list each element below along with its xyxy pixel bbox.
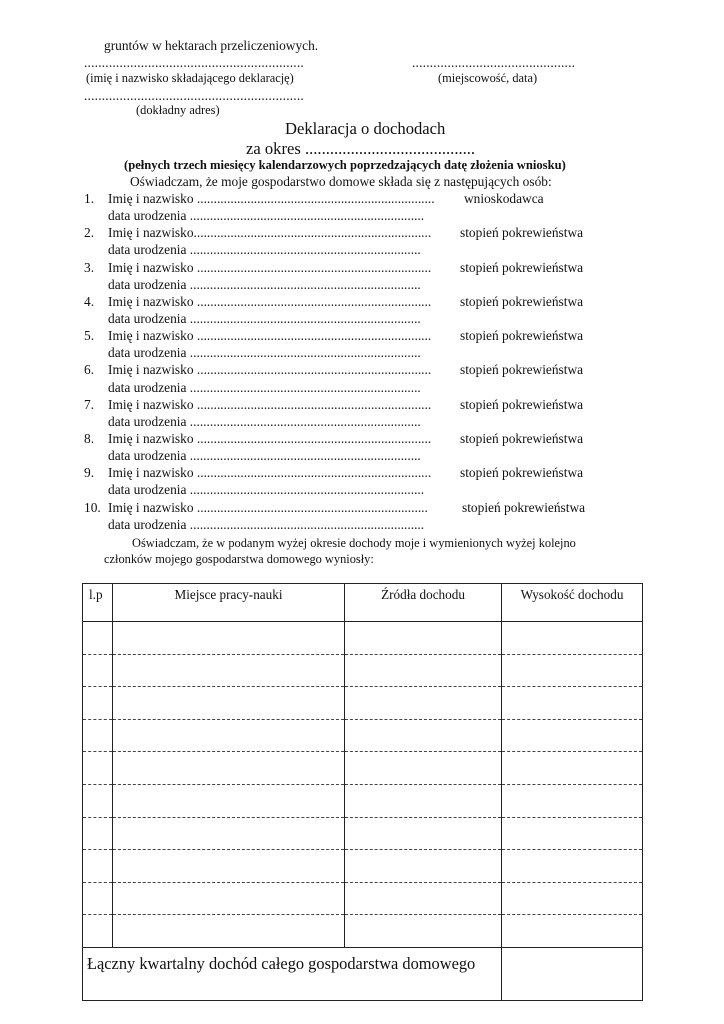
member-8-name-row <box>84 430 644 447</box>
member-role: stopień pokrewieństwa <box>460 293 584 309</box>
amount-cell[interactable] <box>502 654 643 687</box>
income-statement-line-1: Oświadczam, że w podanym wyżej okresie dochody moje i wymienionych wyżej kolejno <box>132 536 576 550</box>
lp-cell[interactable] <box>83 687 113 720</box>
member-name-field: Imię i nazwisko ...................................................................... <box>108 465 432 481</box>
member-role: stopień pokrewieństwa <box>460 225 584 241</box>
total-income-row <box>83 947 643 1000</box>
workplace-cell[interactable] <box>113 654 345 687</box>
period-subtitle: (pełnych trzech miesięcy kalendarzowych poprzedzających datę złożenia wniosku) <box>124 158 566 172</box>
lp-cell[interactable] <box>83 817 113 850</box>
member-role: stopień pokrewieństwa <box>460 362 584 378</box>
place-date-label: (miejscowość, data) <box>438 71 538 85</box>
member-10-name-row <box>84 499 644 516</box>
household-members-list <box>84 190 644 533</box>
source-cell[interactable] <box>345 752 502 785</box>
table-row <box>83 784 643 817</box>
period-line: za okres ......................................... <box>246 139 476 158</box>
member-role: stopień pokrewieństwa <box>460 465 584 481</box>
member-number: 4. <box>84 293 95 309</box>
source-cell[interactable] <box>345 817 502 850</box>
lp-cell[interactable] <box>83 622 113 655</box>
member-role: wnioskodawca <box>464 191 544 206</box>
member-number: 8. <box>84 430 95 446</box>
member-dob-field: data urodzenia ..................................................................... <box>108 276 421 292</box>
source-cell[interactable] <box>345 719 502 752</box>
table-row <box>83 622 643 655</box>
member-number: 1. <box>84 191 95 206</box>
workplace-cell[interactable] <box>113 687 345 720</box>
source-cell[interactable] <box>345 654 502 687</box>
member-10-dob-row <box>84 516 644 533</box>
member-number: 9. <box>84 465 95 481</box>
member-number: 3. <box>84 259 95 275</box>
member-number: 5. <box>84 328 95 344</box>
table-row <box>83 719 643 752</box>
member-dob-field: data urodzenia ..................................................................... <box>108 379 421 395</box>
member-5-dob-row <box>84 344 644 361</box>
header-income-source: Źródła dochodu <box>345 584 502 622</box>
lp-cell[interactable] <box>83 752 113 785</box>
table-row <box>83 687 643 720</box>
member-1-dob-row <box>84 207 644 224</box>
workplace-cell[interactable] <box>113 622 345 655</box>
member-dob-field: data urodzenia ..................................................................... <box>108 448 421 464</box>
amount-cell[interactable] <box>502 882 643 915</box>
source-cell[interactable] <box>345 882 502 915</box>
table-row <box>83 817 643 850</box>
source-cell[interactable] <box>345 622 502 655</box>
member-7-dob-row <box>84 413 644 430</box>
address-label: (dokładny adres) <box>136 103 220 117</box>
member-name-field: Imię i nazwisko ...................................................................... <box>108 293 432 309</box>
member-name-field: Imię i nazwisko....................................................................... <box>108 225 432 241</box>
member-name-field: Imię i nazwisko ..................................................................... <box>108 499 428 515</box>
member-4-dob-row <box>84 310 644 327</box>
income-table <box>82 583 643 1001</box>
document-title: Deklaracja o dochodach <box>285 119 446 138</box>
member-9-name-row <box>84 464 644 481</box>
amount-cell[interactable] <box>502 687 643 720</box>
member-name-field: Imię i nazwisko ...................................................................... <box>108 396 432 412</box>
member-dob-field: data urodzenia ..................................................................... <box>108 345 421 361</box>
member-5-name-row <box>84 327 644 344</box>
member-2-dob-row <box>84 241 644 258</box>
table-row <box>83 654 643 687</box>
member-number: 2. <box>84 225 95 241</box>
income-statement-line-2: członków mojego gospodarstwa domowego wyniosły: <box>104 552 374 566</box>
workplace-cell[interactable] <box>113 752 345 785</box>
member-role: stopień pokrewieństwa <box>462 499 586 515</box>
lp-cell[interactable] <box>83 882 113 915</box>
workplace-cell[interactable] <box>113 784 345 817</box>
lp-cell[interactable] <box>83 784 113 817</box>
source-cell[interactable] <box>345 850 502 883</box>
table-row <box>83 882 643 915</box>
member-name-field: Imię i nazwisko ....................................................................... <box>108 191 435 206</box>
address-dots: .............................................................. <box>84 88 304 103</box>
member-6-name-row <box>84 361 644 378</box>
income-table-header <box>83 584 643 622</box>
amount-cell[interactable] <box>502 719 643 752</box>
table-row <box>83 752 643 785</box>
header-income-amount: Wysokość dochodu <box>502 584 643 622</box>
workplace-cell[interactable] <box>113 817 345 850</box>
member-dob-field: data urodzenia ...................................................................... <box>108 208 425 224</box>
member-8-dob-row <box>84 447 644 464</box>
lp-cell[interactable] <box>83 850 113 883</box>
member-3-name-row <box>84 259 644 276</box>
workplace-cell[interactable] <box>113 719 345 752</box>
table-row <box>83 915 643 948</box>
table-row <box>83 850 643 883</box>
lp-cell[interactable] <box>83 719 113 752</box>
total-income-cell[interactable] <box>502 947 643 1000</box>
member-name-field: Imię i nazwisko ...................................................................... <box>108 430 432 446</box>
amount-cell[interactable] <box>502 915 643 948</box>
member-number: 6. <box>84 362 95 378</box>
name-dots: .............................................................. <box>84 55 304 70</box>
member-role: stopień pokrewieństwa <box>460 430 584 446</box>
member-3-dob-row <box>84 276 644 293</box>
member-4-name-row <box>84 293 644 310</box>
member-name-field: Imię i nazwisko ...................................................................... <box>108 328 432 344</box>
amount-cell[interactable] <box>502 817 643 850</box>
header-lp: l.p <box>83 584 113 622</box>
member-role: stopień pokrewieństwa <box>460 396 584 412</box>
name-label: (imię i nazwisko składającego deklarację) <box>86 71 294 85</box>
household-statement: Oświadczam, że moje gospodarstwo domowe składa się z następujących osób: <box>130 174 552 189</box>
member-dob-field: data urodzenia ..................................................................... <box>108 413 421 429</box>
member-role: stopień pokrewieństwa <box>460 328 584 344</box>
workplace-cell[interactable] <box>113 915 345 948</box>
top-text: gruntów w hektarach przeliczeniowych. <box>104 38 319 53</box>
member-dob-field: data urodzenia ...................................................................... <box>108 482 425 498</box>
workplace-cell[interactable] <box>113 850 345 883</box>
source-cell[interactable] <box>345 687 502 720</box>
member-number: 7. <box>84 396 95 412</box>
member-name-field: Imię i nazwisko ...................................................................... <box>108 259 432 275</box>
member-dob-field: data urodzenia ...................................................................... <box>108 516 425 532</box>
header-workplace: Miejsce pracy-nauki <box>113 584 345 622</box>
member-dob-field: data urodzenia ..................................................................... <box>108 310 421 326</box>
amount-cell[interactable] <box>502 622 643 655</box>
member-number: 10. <box>84 499 101 515</box>
place-dots: .............................................. <box>412 55 576 70</box>
member-1-name-row <box>84 190 644 207</box>
total-income-label: Łączny kwartalny dochód całego gospodarstwa domowego <box>83 947 502 1000</box>
amount-cell[interactable] <box>502 784 643 817</box>
member-2-name-row <box>84 224 644 241</box>
amount-cell[interactable] <box>502 752 643 785</box>
member-9-dob-row <box>84 481 644 498</box>
member-role: stopień pokrewieństwa <box>460 259 584 275</box>
member-dob-field: data urodzenia ..................................................................... <box>108 242 421 258</box>
amount-cell[interactable] <box>502 850 643 883</box>
workplace-cell[interactable] <box>113 882 345 915</box>
member-7-name-row <box>84 396 644 413</box>
lp-cell[interactable] <box>83 654 113 687</box>
source-cell[interactable] <box>345 784 502 817</box>
source-cell[interactable] <box>345 915 502 948</box>
member-name-field: Imię i nazwisko ...................................................................... <box>108 362 432 378</box>
member-6-dob-row <box>84 379 644 396</box>
lp-cell[interactable] <box>83 915 113 948</box>
